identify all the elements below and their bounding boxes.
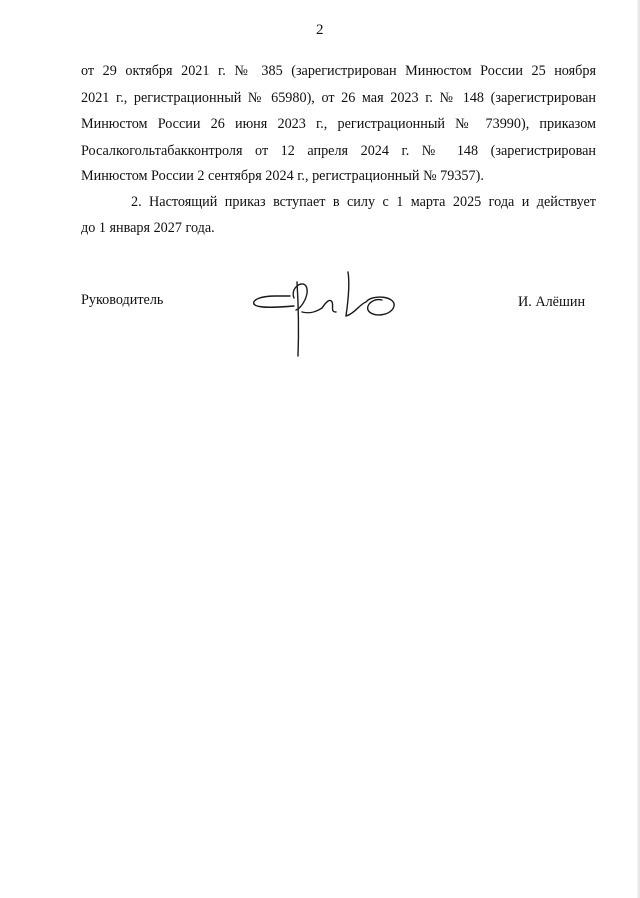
text-line-3: Минюстом России 26 июня 2023 г., регистрационный № 73990), приказом bbox=[81, 116, 596, 132]
clause-2-line-1: 2. Настоящий приказ вступает в силу с 1 марта 2025 года и действует bbox=[131, 194, 596, 210]
page-number: 2 bbox=[316, 22, 324, 38]
signatory-name: И. Алёшин bbox=[518, 294, 586, 310]
clause-2-line-2: до 1 января 2027 года. bbox=[81, 220, 215, 236]
handwritten-signature bbox=[250, 268, 400, 360]
text-line-5: Минюстом России 2 сентября 2024 г., регистрационный № 79357). bbox=[81, 168, 484, 184]
signatory-title: Руководитель bbox=[81, 292, 164, 308]
text-line-2: 2021 г., регистрационный № 65980), от 26 мая 2023 г. № 148 (зарегистрирован bbox=[81, 90, 596, 106]
text-line-4: Росалкогольтабакконтроля от 12 апреля 2024 г. № 148 (зарегистрирован bbox=[81, 143, 596, 159]
text-line-1: от 29 октября 2021 г. № 385 (зарегистрирован Минюстом России 25 ноября bbox=[81, 63, 596, 79]
